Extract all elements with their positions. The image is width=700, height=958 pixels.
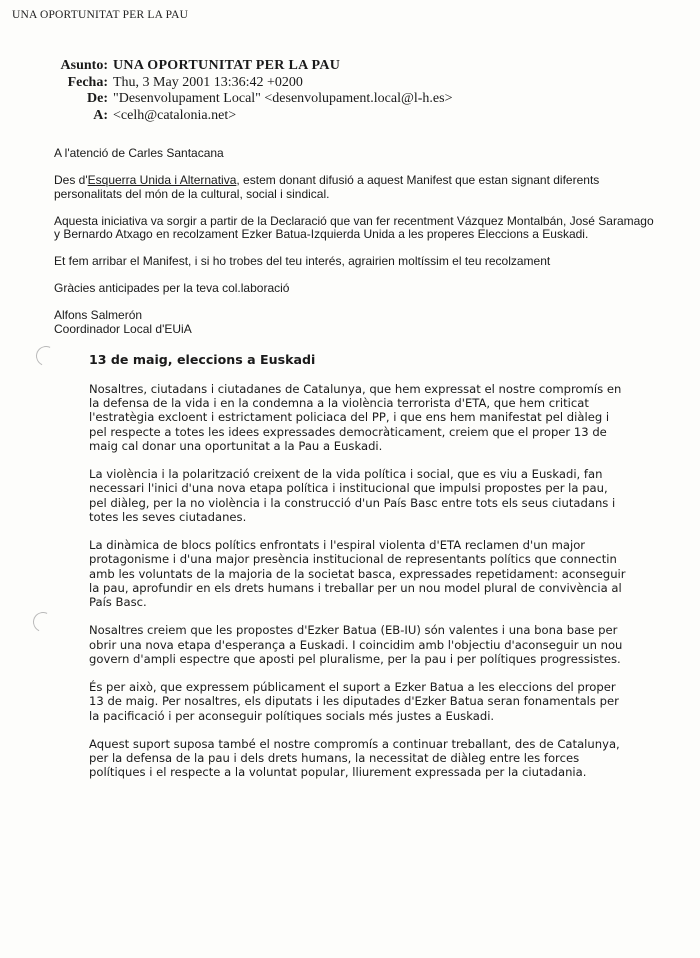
manifest-paragraph: La dinàmica de blocs polítics enfrontats i l'espiral violenta d'ETA reclamen d'un major protagonisme i d'una major presència institucional de representants polítics que connectin amb les voluntats de la majoria de la societat basca, expressades repetidament: aconseguir la pau, aprofundir en els drets humans i treballar per un nou model plural de convivència al País Basc. — [89, 538, 626, 610]
header-from — [58, 91, 452, 108]
header-label: A: — [93, 107, 108, 123]
running-header: UNA OPORTUNITAT PER LA PAU — [12, 9, 189, 21]
manifest-paragraph: La violència i la polarització creixent de la vida política i social, que es viu a Euskadi, fan necessari l'inici d'una nova etapa política i institucional que impulsi propostes per la pau, pel diàleg, per la no violència i la construcció d'un País Basc entre tots els seus ciutadans i totes les seves ciutadanes. — [89, 467, 616, 524]
party-name-link: Esquerra Unida i Alternativa — [87, 173, 237, 187]
cover-paragraph: Gràcies anticipades per la teva col.laboració — [54, 281, 290, 295]
manifest-paragraph: Nosaltres creiem que les propostes d'Ezker Batua (EB-IU) són valentes i una bona base per obrir una nova etapa d'esperança a Euskadi. I coincidim amb l'objectiu d'aconseguir un nou govern d'ampli espectre que aposti pel pluralisme, per la pau i per polítiques progressistes. — [89, 623, 623, 666]
cover-paragraph — [54, 174, 654, 201]
signature-title: Coordinador Local d'EUiA — [54, 321, 192, 336]
header-value: <celh@catalonia.net> — [113, 107, 237, 123]
header-label: Asunto: — [60, 58, 108, 73]
greeting: A l'atenció de Carles Santacana — [54, 146, 224, 160]
header-subject — [58, 58, 452, 75]
cover-letter — [54, 147, 654, 336]
punch-hole-mark — [30, 609, 56, 635]
manifest-paragraph: Nosaltres, ciutadans i ciutadanes de Catalunya, que hem expressat el nostre compromís en la defensa de la vida i en la condemna a la violència terrorista d'ETA, que hem criticat l'estratègia excloent i estrictament policiaca del PP, i que ens hem manifestat pel diàleg i pel respecte a totes les idees expressades democràticament, creiem que el proper 13 de maig cal donar una oportunitat a la Pau a Euskadi. — [89, 382, 622, 453]
signature-name: Alfons Salmerón — [54, 308, 143, 322]
header-date — [58, 75, 452, 92]
header-label: Fecha: — [67, 74, 108, 90]
header-value: UNA OPORTUNITAT PER LA PAU — [113, 58, 341, 73]
cover-paragraph: Aquesta iniciativa va sorgir a partir de la Declaració que van fer recentment Vázquez Montalbán, José Saramago y Bernardo Atxago en recolzament Ezker Batua-Izquierda Unida a les properes Eleccions a Euskadi. — [54, 213, 654, 241]
header-label: De: — [87, 91, 108, 106]
header-value: Thu, 3 May 2001 13:36:42 +0200 — [113, 74, 303, 90]
email-headers — [58, 58, 452, 124]
manifest-paragraph: Aquest suport suposa també el nostre compromís a continuar treballant, des de Catalunya, per la defensa de la pau i dels drets humans, la necessitat de diàleg entre les forces polítiques i el respecte a la voluntat popular, lliurement expressada per la ciutadania. — [89, 737, 620, 780]
manifest — [89, 352, 629, 794]
text-run: Des d' — [54, 173, 88, 187]
punch-hole-mark — [33, 343, 59, 369]
cover-paragraph: Et fem arribar el Manifest, i si ho trobes del teu interés, agrairien moltíssim el teu recolzament — [54, 254, 551, 268]
text-run: , estem donant difusió a aquest Manifest que estan signant diferents personalitats del món de la cultural, social i sindical. — [54, 173, 600, 201]
header-to — [58, 108, 452, 125]
manifest-paragraph: És per això, que expressem públicament el suport a Ezker Batua a les eleccions del proper 13 de maig. Per nosaltres, els diputats i les diputades d'Ezker Batua seran fonamentals per la pacificació i per aconseguir polítiques socials més justes a Euskadi. — [89, 680, 619, 723]
manifest-title: 13 de maig, eleccions a Euskadi — [89, 352, 316, 367]
header-value: "Desenvolupament Local" <desenvolupament.local@l-h.es> — [113, 91, 453, 106]
